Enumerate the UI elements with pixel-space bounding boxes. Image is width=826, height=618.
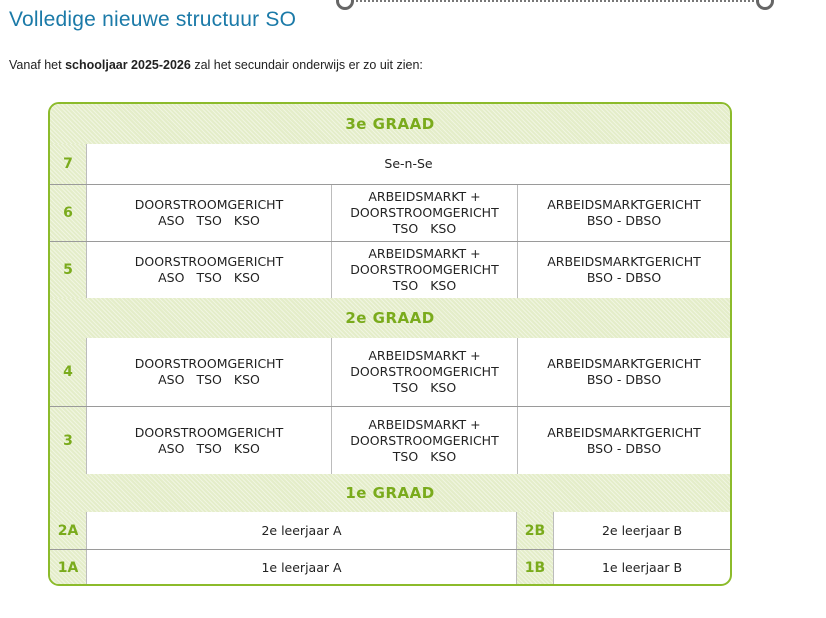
track-sub: BSO - DBSO [586,270,662,285]
type-kso: KSO [233,440,260,456]
track-line1: ARBEIDSMARKT + [368,416,481,432]
resize-handle-left[interactable] [336,0,354,10]
intro-text [9,58,423,72]
table-row-7 [50,144,730,184]
year-number-b: 2B [517,512,554,549]
track-line2: DOORSTROOMGERICHT [350,364,499,379]
track-sub: BSO - DBSO [586,372,662,387]
grade-band-label: 2e GRAAD [345,309,435,327]
track-line2: DOORSTROOMGERICHT [350,205,499,220]
track-line1: ARBEIDSMARKT + [368,189,481,204]
track-title: ARBEIDSMARKTGERICHT [547,356,701,371]
type-tso: TSO [392,221,419,236]
year-number: 6 [50,185,87,241]
track-title: ARBEIDSMARKTGERICHT [547,197,701,212]
leerjaar-b-cell [554,550,730,586]
year-number-b: 1B [517,550,554,586]
track-title: DOORSTROOMGERICHT [134,197,284,212]
leerjaar-a-cell [87,550,517,586]
track-line1: ARBEIDSMARKT + [368,246,481,261]
grade-band-3 [50,104,730,144]
track-line2: DOORSTROOMGERICHT [350,262,499,277]
track-sub: BSO - DBSO [586,440,662,456]
track-types [393,278,456,294]
leerjaar-b-cell [554,512,730,549]
track-doorstroom [87,407,332,474]
leerjaar-label: 1e leerjaar A [261,560,342,575]
track-arbeidsmarkt [518,407,730,474]
track-arbeidsmarkt [518,338,730,406]
type-kso: KSO [430,448,457,464]
year-number: 7 [50,144,87,184]
intro-bold: schooljaar 2025-2026 [65,58,191,72]
type-tso: TSO [392,448,419,464]
page-title: Volledige nieuwe structuur SO [9,8,297,31]
track-types [158,270,260,286]
type-tso: TSO [196,270,222,285]
table-row-5 [50,241,730,298]
track-doorstroom [87,185,332,241]
track-title: ARBEIDSMARKTGERICHT [547,424,701,440]
track-title: DOORSTROOMGERICHT [134,254,284,269]
intro-before: Vanaf het [9,58,66,72]
track-types [393,449,456,465]
grade-band-1 [50,474,730,512]
type-kso: KSO [430,221,457,236]
year-number: 3 [50,407,87,474]
type-tso: TSO [196,440,222,456]
track-arbeidsmarkt [518,242,730,298]
table-row-3 [50,406,730,474]
type-tso: TSO [392,278,419,293]
sense-cell [87,144,730,184]
sense-label: Se-n-Se [384,156,433,171]
track-dubbele-finaliteit [332,338,518,406]
track-dubbele-finaliteit [332,242,518,298]
type-aso: ASO [158,270,185,285]
intro-after: zal het secundair onderwijs er zo uit zien: [190,58,423,72]
track-doorstroom [87,338,332,406]
track-title: DOORSTROOMGERICHT [134,424,284,440]
leerjaar-label: 2e leerjaar A [261,522,342,538]
type-aso: ASO [158,372,185,387]
track-doorstroom [87,242,332,298]
selection-dotted-border [345,0,765,8]
track-types [393,221,456,237]
leerjaar-a-cell [87,512,517,549]
track-types [158,441,260,457]
resize-handle-right[interactable] [756,0,774,10]
type-kso: KSO [233,270,260,285]
track-arbeidsmarkt [518,185,730,241]
type-aso: ASO [158,213,185,228]
type-kso: KSO [233,372,260,387]
leerjaar-label: 1e leerjaar B [601,560,683,575]
track-sub: BSO - DBSO [586,213,662,228]
track-types [158,372,260,388]
track-types [393,380,456,396]
table-row-2 [50,512,730,549]
structure-grid [48,102,732,586]
type-kso: KSO [430,380,457,395]
track-types [158,213,260,229]
type-kso: KSO [233,213,260,228]
table-row-6 [50,184,730,241]
type-tso: TSO [196,372,222,387]
track-title: DOORSTROOMGERICHT [134,356,284,371]
grade-band-label: 1e GRAAD [345,484,435,502]
track-line1: ARBEIDSMARKT + [368,348,481,363]
grade-band-label: 3e GRAAD [345,115,435,133]
type-aso: ASO [158,440,185,456]
type-tso: TSO [196,213,222,228]
type-tso: TSO [392,380,419,395]
grade-band-2 [50,298,730,338]
type-kso: KSO [430,278,457,293]
table-row-4 [50,338,730,406]
track-dubbele-finaliteit [332,185,518,241]
year-number: 1A [50,550,87,586]
track-title: ARBEIDSMARKTGERICHT [547,254,701,269]
track-line2: DOORSTROOMGERICHT [350,432,499,448]
year-number: 5 [50,242,87,298]
year-number: 4 [50,338,87,406]
table-row-1 [50,549,730,586]
leerjaar-label: 2e leerjaar B [601,522,683,538]
year-number: 2A [50,512,87,549]
track-dubbele-finaliteit [332,407,518,474]
